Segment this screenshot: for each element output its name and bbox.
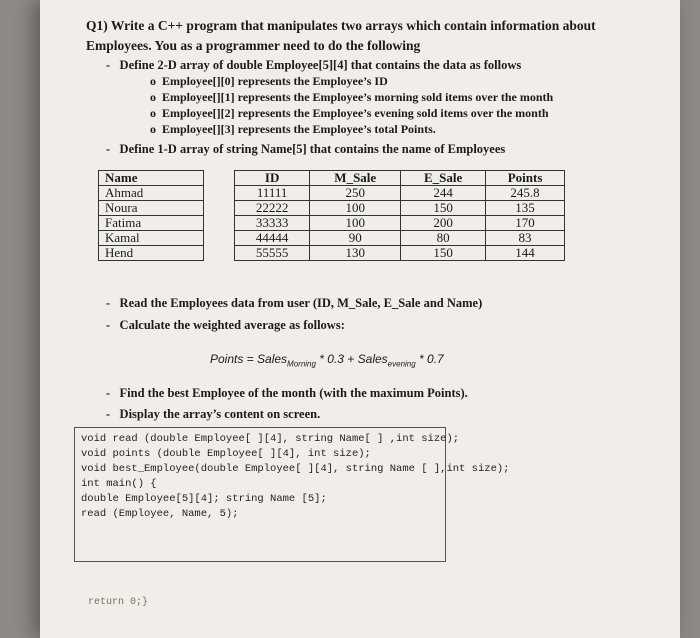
cell-name: Kamal — [99, 231, 204, 246]
sub-item-text: Employee[][1] represents the Employee’s morning sold items over the month — [162, 90, 554, 104]
sub-item-id: o Employee[][0] represents the Employee’s ID — [150, 74, 388, 88]
cell-e-sale: 150 — [401, 201, 486, 216]
cell-points: 245.8 — [486, 186, 565, 201]
code-line: int main() { — [81, 478, 157, 490]
cell-name: Hend — [99, 246, 204, 261]
table-row — [99, 231, 565, 246]
cell-m-sale: 100 — [310, 201, 401, 216]
code-line: void points (double Employee[ ][4], int size); — [81, 448, 371, 460]
cell-m-sale: 130 — [310, 246, 401, 261]
formula-end: * 0.7 — [415, 352, 444, 366]
cell-id: 22222 — [235, 201, 310, 216]
bullet-text: Find the best Employee of the month (with the maximum Points). — [119, 386, 468, 400]
formula-mid: * 0.3 + Sales — [315, 352, 388, 366]
cell-name: Ahmad — [99, 186, 204, 201]
cell-id: 55555 — [235, 246, 310, 261]
formula-sub-evening: evening — [387, 359, 416, 369]
code-line: read (Employee, Name, 5); — [81, 508, 239, 520]
bullet-weighted-average: - Calculate the weighted average as follows: — [106, 318, 345, 332]
bullet-text: Display the array’s content on screen. — [119, 407, 321, 421]
bullet-best-employee: - Find the best Employee of the month (with the maximum Points). — [106, 386, 468, 400]
code-line: double Employee[5][4]; string Name [5]; — [81, 493, 327, 505]
table-gap — [204, 186, 235, 201]
header-name: Name — [99, 171, 204, 186]
code-line: void best_Employee(double Employee[ ][4], string Name [ ],int size); — [81, 463, 510, 475]
formula-sub-morning: Morning — [287, 359, 316, 369]
sub-item-points: o Employee[][3] represents the Employee’s total Points. — [150, 122, 436, 136]
cell-points: 135 — [486, 201, 565, 216]
employee-table — [98, 170, 565, 261]
cell-name: Fatima — [99, 216, 204, 231]
bullet-read-data: - Read the Employees data from user (ID, M_Sale, E_Sale and Name) — [106, 296, 483, 310]
document-page — [40, 0, 680, 638]
table-gap — [204, 246, 235, 261]
cell-points: 170 — [486, 216, 565, 231]
table-gap — [204, 201, 235, 216]
cell-e-sale: 200 — [401, 216, 486, 231]
bullet-display-array: - Display the array’s content on screen. — [106, 407, 321, 421]
code-box — [74, 427, 510, 562]
cell-e-sale: 150 — [401, 246, 486, 261]
bullet-text: Define 1-D array of string Name[5] that contains the name of Employees — [119, 142, 506, 156]
bullet-define-1d-array: - Define 1-D array of string Name[5] that contains the name of Employees — [106, 142, 506, 156]
sub-item-text: Employee[][2] represents the Employee’s evening sold items over the month — [162, 106, 549, 120]
header-id: ID — [235, 171, 310, 186]
header-m-sale: M_Sale — [310, 171, 401, 186]
sub-item-text: Employee[][0] represents the Employee’s ID — [162, 74, 388, 88]
bullet-text: Define 2-D array of double Employee[5][4] that contains the data as follows — [119, 58, 522, 72]
table-row — [99, 246, 565, 261]
table-gap — [204, 231, 235, 246]
cell-m-sale: 100 — [310, 216, 401, 231]
cell-id: 44444 — [235, 231, 310, 246]
cell-name: Noura — [99, 201, 204, 216]
table-row — [99, 186, 565, 201]
cell-points: 144 — [486, 246, 565, 261]
sub-item-text: Employee[][3] represents the Employee’s total Points. — [162, 122, 436, 136]
table-gap — [204, 171, 235, 186]
bullet-text: Read the Employees data from user (ID, M_Sale, E_Sale and Name) — [119, 296, 483, 310]
bullet-text: Calculate the weighted average as follows: — [119, 318, 345, 332]
question-line-1: Q1) Write a C++ program that manipulates two arrays which contain information about — [86, 18, 596, 33]
header-points: Points — [486, 171, 565, 186]
bullet-define-2d-array: - Define 2-D array of double Employee[5][4] that contains the data as follows — [106, 58, 522, 72]
table-header-row — [99, 171, 565, 186]
cell-e-sale: 80 — [401, 231, 486, 246]
cell-e-sale: 244 — [401, 186, 486, 201]
table-row — [99, 216, 565, 231]
sub-item-morning: o Employee[][1] represents the Employee’s morning sold items over the month — [150, 90, 554, 104]
sub-item-evening: o Employee[][2] represents the Employee’s evening sold items over the month — [150, 106, 549, 120]
formula-lhs: Points = Sales — [210, 352, 288, 366]
code-return-line: return 0;} — [88, 597, 149, 608]
table-gap — [204, 216, 235, 231]
cell-id: 33333 — [235, 216, 310, 231]
cell-m-sale: 250 — [310, 186, 401, 201]
table-row — [99, 201, 565, 216]
code-line: void read (double Employee[ ][4], string Name[ ] ,int size); — [81, 433, 460, 445]
cell-points: 83 — [486, 231, 565, 246]
question-line-2: Employees. You as a programmer need to do the following — [86, 38, 421, 53]
cell-id: 11111 — [235, 186, 310, 201]
points-formula — [210, 352, 444, 368]
cell-m-sale: 90 — [310, 231, 401, 246]
header-e-sale: E_Sale — [401, 171, 486, 186]
